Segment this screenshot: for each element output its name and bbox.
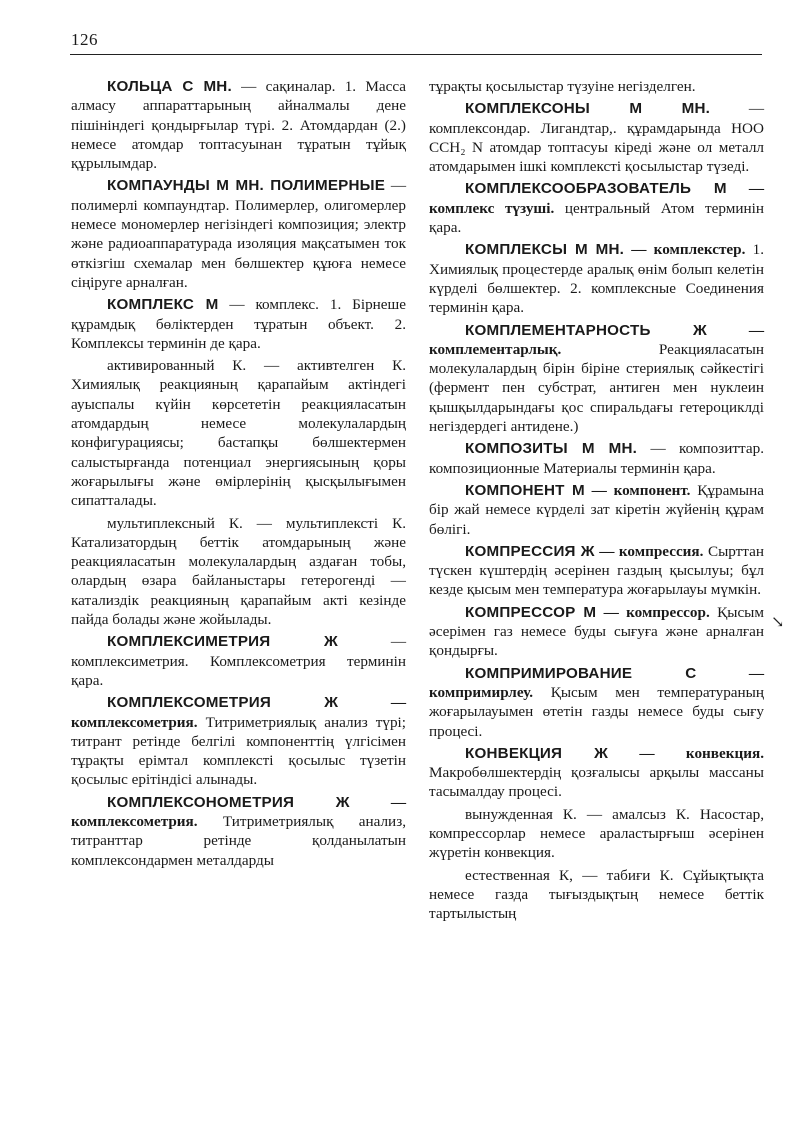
entry-headword: КОМПЛЕКСОМЕТРИЯ Ж [107, 694, 339, 712]
dictionary-entry [71, 632, 406, 690]
entry-definition: Реакцияласатын молекулалардың бірін біріне стериялық сәйкестігі (фермент пен субстрат, антиген мен нуклеин қышқылдарындағы қос спиральдағы гетероциклді негіздердегі антидене.) [429, 340, 764, 436]
entry-definition: Қысым мен температураның жоғарылауымен өтетін газды немесе буды сығу процесі. [429, 683, 764, 740]
dictionary-entry [71, 693, 406, 789]
entry-headword: КОМПРЕССИЯ Ж [465, 542, 595, 560]
left-column [71, 77, 406, 873]
margin-mark: ↘ [771, 614, 785, 631]
dictionary-entry [429, 321, 764, 437]
entry-definition: Титриметриялық анализ түрі; титрант ретінде белгілі компоненттің үлгісімен тұрақты ерімтал комплексті қосылыс түзетін қосылыс ерітіндісі алынады. [71, 713, 406, 789]
entry-headword: КОМПЛЕКСОНЫ М МН. [465, 100, 711, 118]
entry-headword: КОМПРЕССОР М [465, 603, 597, 621]
entry-definition: — комплексондар. Лигандтар,. құрамдарында НОО ССН₂ N атомдар топтасуы кіреді және ол металл атомдарымен ішкі комплексті қосылыстар түзеді. [429, 100, 765, 176]
entry-definition: — сақиналар. 1. Масса алмасу аппараттарының айналмалы дене пішініндегі қондырғылар түрі. 2. Атомдардан (2.) немесе атомдар топтасуынан тұратын тұйық құрылымдар. [71, 78, 406, 173]
entry-definition: — мультиплексті К. Катализатордың беттік атомдарының және реакцияласатын молекулалардың аздаған тобы, олардың өзара байланыстары гетерогенді — катализдік реакцияның қарапайым акті кезінде пайда болады және жойылады. [71, 514, 407, 629]
entry-definition: Құрамына бір жай немесе күрделі зат кіретін жүйенің құрам бөлігі. [429, 481, 764, 538]
dictionary-entry [429, 664, 764, 741]
header-rule [70, 54, 762, 55]
dictionary-entry [429, 240, 764, 317]
entry-headword: КОМПОНЕНТ М [465, 481, 585, 499]
entry-headword: КОМПОЗИТЫ М МН. [465, 440, 638, 458]
entry-translation: — комплементарлық. [429, 321, 764, 358]
entry-definition: — амалсыз К. Насостар, компрессорлар немесе араластырғыш әсерінен жүретін конвекция. [429, 805, 764, 862]
entry-headword: КОЛЬЦА С МН. [107, 78, 232, 95]
subentry-term: мультиплексный К. [107, 514, 243, 532]
subentry-term: активированный К. [107, 357, 247, 375]
entry-translation: — компрессор. [603, 603, 710, 621]
dictionary-entry [71, 77, 406, 173]
entry-translation: — комплексометрия. [71, 694, 407, 731]
entry-definition: — комплексиметрия. Комплексометрия терминін қара. [71, 633, 406, 689]
entry-translation: — комплекстер. [631, 241, 746, 259]
subentry-term: вынужденная К. [465, 805, 577, 823]
dictionary-entry [429, 481, 764, 539]
dictionary-entry [429, 99, 764, 176]
dictionary-entry [71, 295, 406, 353]
dictionary-subentry [429, 866, 764, 924]
entry-definition: Макробөлшектердің қозғалысы арқылы массаны тасымалдау процесі. [429, 764, 764, 801]
right-column [429, 77, 764, 926]
entry-translation: — комплексометрия. [71, 793, 406, 830]
entry-headword: КОМПАУНДЫ М МН. ПОЛИМЕРНЫЕ [107, 177, 386, 195]
dictionary-entry [429, 439, 764, 478]
subentry-term: естественная К, [465, 866, 573, 884]
dictionary-entry [71, 176, 406, 292]
entry-headword: КОМПЛЕКСООБРАЗОВАТЕЛЬ М [465, 180, 727, 198]
entry-translation: — компонент. [591, 481, 691, 499]
dictionary-entry [429, 603, 764, 661]
entry-definition: центральный Атом терминін қара. [429, 199, 764, 237]
entry-definition: Титриметриялық анализ, титранттар ретінде қолданылатын комплексондармен металдарды [71, 812, 406, 869]
dictionary-entry [429, 744, 764, 802]
entry-definition: тұрақты қосылыстар түзуіне негізделген. [429, 78, 696, 95]
dictionary-entry [429, 542, 764, 600]
entry-headword: КОМПЛЕКСЫ М МН. [465, 241, 625, 259]
dictionary-subentry [429, 805, 764, 863]
entry-definition: — комплекс. 1. Бірнеше құрамдық бөліктерден тұратын объект. 2. Комплексы терминін де қара. [71, 296, 406, 352]
dictionary-subentry [71, 356, 406, 510]
dictionary-entry [71, 793, 406, 870]
dictionary-entry [429, 179, 764, 237]
entry-definition: Қысым әсерімен газ немесе буды сығуға және арналған қондырғы. [429, 603, 764, 660]
entry-definition: — композиттар. композиционные Материалы терминін қара. [429, 440, 764, 477]
entry-headword: КОМПЛЕКСИМЕТРИЯ Ж [107, 633, 338, 651]
entry-definition: — табиғи К. Сұйықтықта немесе газда тығыздықтың немесе беттік тартылыстың [429, 866, 765, 923]
page-number: 126 [71, 30, 98, 49]
entry-translation: — компримирлеу. [429, 664, 764, 701]
entry-headword: КОМПЛЕКСОНОМЕТРИЯ Ж [107, 793, 350, 811]
entry-translation: — комплекс түзуші. [429, 180, 765, 217]
entry-translation: — конвекция. [639, 744, 764, 762]
entry-headword: КОМПЛЕМЕНТАРНОСТЬ Ж [465, 321, 707, 339]
entry-headword: КОМПРИМИРОВАНИЕ С [465, 664, 697, 682]
entry-definition: Сырттан түскен күштердің әсерінен газдың қысылуы; бұл кезде қысым мен температура жоғарылауы мүмкін. [429, 542, 764, 599]
entry-headword: КОНВЕКЦИЯ Ж [465, 744, 609, 762]
entry-headword: КОМПЛЕКС М [107, 296, 219, 314]
entry-definition: — полимерлі компаундтар. Полимерлер, олигомерлер немесе мономерлер негізіндегі композиция; электр және радиоаппаратурада изоляция мақсатымен ток өткізгіш схемалар мен бөлшектер құюға немесе сіңіруге арналған. [71, 177, 407, 291]
dictionary-subentry [71, 514, 406, 630]
entry-definition: — активтелген К. Химиялық реакцияның қарапайым актіндегі ауыспалы күйін көрсететін реакцияласатын атомдардың немесе молекулалардың конфигурациясы; бастапқы бөлшектермен салыстырғанда потенциал энергиясының қоры жоғарылығы және өмірлерінің қысқылығымен сипатталады. [71, 357, 407, 510]
entry-translation: — компрессия. [599, 542, 704, 560]
dictionary-entry [429, 77, 764, 96]
entry-definition: 1. Химиялық процестерде аралық өнім болып келетін күрделі бөлшектер. 2. комплексные Соединения терминін қара. [429, 241, 765, 317]
